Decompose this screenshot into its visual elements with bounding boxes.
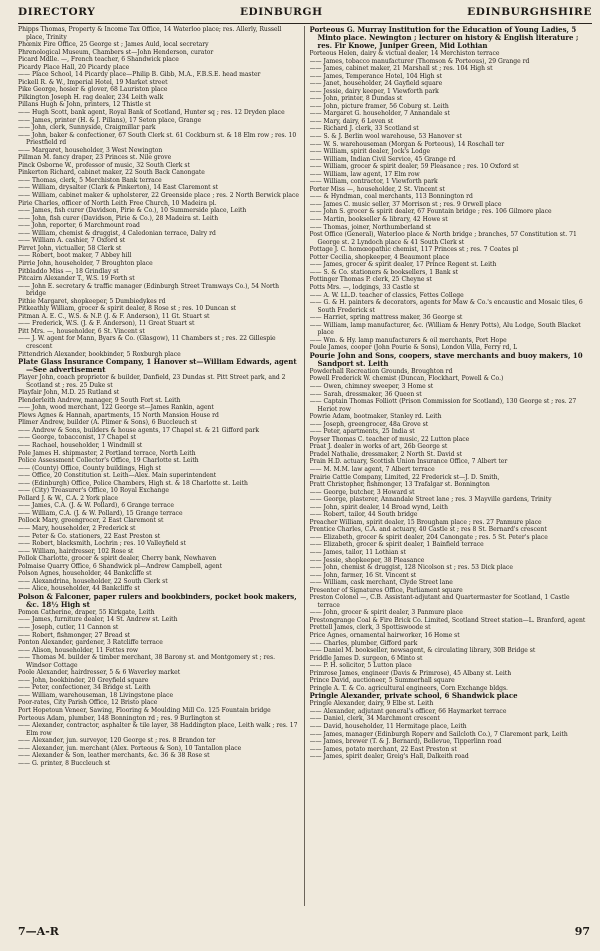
- directory-entry: —— James, grocer & spirit dealer, 17 Prince Regent st. Leith: [309, 261, 497, 269]
- directory-entry: Pratt Christopher, fishmonger, 13 Trafalgar st. Bonnington: [309, 481, 490, 489]
- directory-entry: —— James, C.A. (J. & W. Pollard), 6 Grange terrace: [18, 502, 174, 510]
- directory-entry: Playfair John, M.D. 25 Rutland st: [18, 389, 120, 397]
- directory-entry: —— William, chemist & druggist, 4 Caledonian terrace, Dalry rd: [18, 229, 216, 237]
- directory-entry: Potts Mrs. —, lodgings, 33 Castle st: [309, 283, 420, 291]
- directory-entry: —— Office, 20 Constitution st. Leith—Alex. Main superintendent: [18, 472, 217, 480]
- directory-entry: —— William A. cashier, 7 Oxford st: [18, 237, 126, 245]
- directory-entry: —— Martin, bookseller & library, 42 Howe st: [309, 216, 448, 224]
- directory-entry: —— William, hairdresser, 102 Rose st: [18, 547, 134, 555]
- directory-entry: —— Robert, fishmonger, 27 Bread st: [18, 631, 131, 639]
- directory-entry: —— James, furniture dealer, 14 St. Andrew st. Leith: [18, 616, 178, 624]
- directory-entry: —— John E. secretary & traffic manager (Edinburgh Street Tramways Co.), 54 North bridge: [18, 282, 280, 298]
- directory-entry: —— John, baker & confectioner, 67 South Clerk st. 61 Cockburn st. & 18 Elm row ; res. 10 Priestfield rd: [18, 131, 297, 147]
- directory-entry: —— William, drysalter (Clark & Pinkerton), 14 East Claremont st: [18, 184, 219, 192]
- directory-entry: —— Alexander, jun. merchant (Alex. Porteous & Son), 10 Tantallon place: [18, 744, 242, 752]
- directory-entry: —— William, contractor, 1 Viewforth park: [309, 178, 438, 186]
- directory-entry: Porteous Adam, plumber, 148 Bonnington rd ; res. 9 Burlington st: [18, 714, 221, 722]
- directory-entry: Prentice Charles, C.A. and actuary, 40 Castle st ; res 8 St. Bernard's crescent: [309, 526, 547, 534]
- directory-entry: Plimer Andrew, builder (A. Plimer & Sons), 6 Buccleuch st: [18, 419, 197, 427]
- directory-entry: Pitcairn Alexander T., W.S. 19 Forth st: [18, 275, 135, 283]
- directory-entry: —— George, plasterer, Annandale Street lane ; res. 3 Mayville gardens, Trinity: [309, 496, 552, 504]
- directory-entry: Pradel Nathalie, dressmaker, 2 North St. David st: [309, 450, 463, 458]
- directory-entry: —— William, cabinet maker & upholsterer, 22 Greenside place ; res. 2 North Berwick place: [18, 192, 299, 200]
- directory-entry: —— George, tobacconist, 17 Chapel st: [18, 434, 136, 442]
- directory-entry: Prettell James, clerk, 3 Spottiswoode st: [309, 624, 431, 632]
- directory-entry: —— William, spirit dealer, Jock's Lodge: [309, 148, 431, 156]
- directory-entry: Post Office (General), Waterloo place & North bridge ; branches, 57 Constitution st. 71 George st. 2 Lyndoch place & 41 South Clerk st: [309, 231, 577, 246]
- running-header: [18, 6, 592, 21]
- directory-entry: Pithie Margaret, shopkeeper, 5 Dumbiedykes rd: [18, 297, 166, 305]
- directory-entry: Plate Glass Insurance Company, 1 Hanover st—William Edwards, agent—See advertisement: [18, 358, 297, 375]
- directory-entry: Pourie John and Sons, coopers, stave merchants and buoy makers, 10 Sandport st. Leith: [309, 351, 583, 368]
- directory-entry: Price Agnes, ornamental hairworker, 16 Home st: [309, 632, 460, 640]
- directory-entry: Porter Miss —, householder, 2 St. Vincent st: [309, 185, 445, 193]
- directory-entry: Pirrie John, householder, 7 Broughton place: [18, 259, 153, 267]
- header-left: DIRECTORY: [18, 6, 96, 18]
- directory-entry: Pottage J. C. homœopathic chemist, 117 Princes st ; res. 7 Coates pl: [309, 246, 519, 254]
- directory-entry: —— John, printer, 8 Dundas st: [309, 95, 403, 103]
- directory-entry: Poor-rates, City Parish Office, 12 Bristo place: [18, 699, 158, 707]
- directory-entry: —— Alexander, adjutant general's officer, 66 Haymarket terrace: [309, 707, 507, 715]
- directory-entry: —— John, grocer & spirit dealer, 3 Panmure place: [309, 609, 463, 617]
- directory-entry: —— Andrew & Sons, builders & house agents, 17 Chapel st. & 21 Gifford park: [18, 426, 260, 434]
- directory-entry: Phrenological Museum, Chambers st—John Henderson, curator: [18, 48, 214, 56]
- directory-entry: —— Alexander, contractor, asphalter & tile layer, 38 Haddington place, Leith walk ; res. 17 Elm row: [18, 722, 298, 737]
- directory-entry: —— Hugh Scott, bank agent, Royal Bank of Scotland, Hunter sq ; res. 12 Dryden place: [18, 109, 285, 117]
- directory-entry: —— Thomas M. builder & timber merchant, 38 Barony st. and Montgomery st ; res. Windsor Cottage: [18, 654, 276, 669]
- directory-entry: —— Robert, blacksmith, Lochrin ; res. 10 Valleyfield st: [18, 540, 186, 548]
- directory-entry: Polmaise Quarry Office, 6 Shandwick pl—Andrew Campbell, agent: [18, 562, 223, 570]
- directory-entry: —— John, reporter, 6 Marchmount road: [18, 222, 140, 230]
- directory-entry: —— John, chemist & druggist, 128 Nicolson st ; res. 53 Dick place: [309, 564, 513, 572]
- directory-entry: —— Jessie, shopkeeper, 38 Pleasance: [309, 556, 425, 564]
- directory-entry: —— George, butcher, 3 Howard st: [309, 488, 415, 496]
- left-column: [18, 26, 304, 906]
- directory-entry: —— John, farmer, 16 St. Vincent st: [309, 571, 417, 579]
- directory-entry: —— William, law agent, 17 Elm row: [309, 170, 420, 178]
- directory-entry: Pinkerton Richard, cabinet maker, 22 South Back Canongate: [18, 169, 205, 177]
- directory-entry: Preacher William, spirit dealer, 15 Brougham place ; res. 27 Panmure place: [309, 518, 542, 526]
- directory-entry: Pickell R. & W., Imperial Hotel, 19 Market street: [18, 78, 168, 86]
- directory-entry: Poole Alexander, hairdresser, 5 & 6 Waverley market: [18, 669, 181, 677]
- directory-entry: Plews Agnes & Hannah, apartments, 15 North Mansion House rd: [18, 411, 219, 419]
- directory-entry: —— Alice, householder, 44 Bankcliffe st: [18, 585, 140, 593]
- directory-entry: —— William, lamp manufacturer, &c. (William & Henry Potts), Alu Lodge, South Blacket place: [309, 321, 581, 337]
- directory-entry: Pitbladdo Miss —, 18 Grindlay st: [18, 267, 119, 275]
- directory-entry: —— James, manager (Edinburgh Roperv and Sailcloth Co.), 7 Claremont park, Leith: [309, 730, 568, 738]
- directory-entry: Priddle James D. surgeon, 6 Minto st: [309, 654, 423, 662]
- directory-entry: —— (County) Office, County buildings, High st: [18, 464, 161, 472]
- directory-entry: —— Elizabeth, grocer & spirit dealer, 1 Bainfield terrace: [309, 541, 484, 549]
- directory-entry: —— David, householder, 11 Hermitage place, Leith: [309, 723, 467, 731]
- directory-entry: —— Margaret G. householder, 7 Annandale st: [309, 110, 450, 118]
- directory-entry: —— Alexander & Son, leather merchants, &c. 36 & 38 Rose st: [18, 752, 210, 760]
- directory-entry: —— Elizabeth, grocer & spirit dealer, 204 Canongate ; res. 5 St. Peter's place: [309, 533, 548, 541]
- directory-entry: Plenderleith Andrew, manager, 9 South Fort st. Leith: [18, 396, 181, 404]
- directory-entry: Phipps Thomas, Property & Income Tax Office, 14 Waterloo place; res. Allerly, Russell place, Trinity: [18, 26, 282, 41]
- directory-entry: —— M. M.M. law agent, 7 Albert terrace: [309, 465, 435, 473]
- header-rule: [18, 23, 592, 24]
- directory-entry: —— Daniel M. bookseller, newsagent, & circulating library, 30B Bridge st: [309, 647, 536, 655]
- directory-entry: —— Alexandrina, householder, 22 South Clerk st: [18, 577, 168, 585]
- directory-entry: —— William, cask merchant, Clyde Street lane: [309, 579, 453, 587]
- directory-entry: —— James, fish curer (Davidson, Pirie & Co.), 10 Summerside place, Leith: [18, 207, 247, 215]
- directory-entry: Player John, coach proprietor & builder, Danfield, 23 Dundas st. Pitt Street park, and 2 Scotland st ; res. 25 Duke st: [18, 374, 286, 389]
- directory-entry: Pilkington Joseph H. rag dealer, 234 Leith walk: [18, 93, 164, 101]
- directory-entry: Porteous G. Murray Institution for the Education of Young Ladies, 5 Minto place. Newington ; lecturer on history & English literature ; res. Fir Knowe, Juniper Green, Mid Lothian: [309, 26, 579, 50]
- directory-entry: Prestongrange Coal & Fire Brick Co. Limited, Scotland Street station—L. Branford, agent: [309, 616, 586, 624]
- directory-entry: Powderhall Recreation Grounds, Broughton rd: [309, 367, 453, 375]
- directory-entry: —— John, wood merchant, 122 George st—James Rankin, agent: [18, 404, 214, 412]
- directory-entry: Poule James, cooper (John Pourie & Sons), London Villa, Ferry rd, L: [309, 344, 518, 352]
- page-footer: [18, 925, 590, 938]
- directory-entry: Prairie Cattle Company, Limited, 22 Frederick st—J. D. Smith,: [309, 473, 500, 481]
- directory-entry: Picard Mdlle. —, French teacher, 6 Shandwick place: [18, 56, 179, 64]
- directory-entry: Pollard J. & W., C.A. 2 York place: [18, 494, 118, 502]
- directory-entry: —— (City) Treasurer's Office, 10 Royal Exchange: [18, 487, 169, 495]
- directory-entry: Polson & Falconer, paper rulers and bookbinders, pocket book makers, &c. 18½ High st: [18, 592, 297, 609]
- directory-entry: —— Sarah, dressmaker, 36 Queen st: [309, 390, 422, 398]
- directory-entry: —— Daniel, clerk, 34 Marchmont crescent: [309, 715, 440, 723]
- directory-entry: Police Assessment Collector's Office, 19 Charlotte st. Leith: [18, 457, 199, 465]
- directory-entry: —— James C. music seller, 37 Morrison st ; res. 9 Orwell place: [309, 200, 502, 208]
- directory-entry: —— Thomas, joiner, Northumberland st: [309, 223, 432, 231]
- directory-entry: —— William, warehouseman, 18 Livingstone place: [18, 691, 174, 699]
- directory-entry: Pollock Mary, greengrocer, 2 East Claremont st: [18, 517, 164, 525]
- directory-entry: —— Jessie, dairy keeper, 1 Viewforth park: [309, 87, 439, 95]
- directory-entry: Prince David, auctioneer, 5 Summerhall square: [309, 677, 455, 685]
- directory-entry: —— John, fish curer (Davidson, Pirie & Co.), 28 Madeira st. Leith: [18, 214, 219, 222]
- directory-entry: Porteous Helen, dairy & victual dealer, 14 Merchiston terrace: [309, 50, 500, 57]
- directory-entry: —— Peter, apartments, 25 India st: [309, 428, 415, 436]
- directory-entry: Port Hopetoun Veneer, Sawing, Flooring & Moulding Mill Co. 125 Fountain bridge: [18, 707, 271, 715]
- directory-entry: —— Alison, householder, 11 Fettes row: [18, 646, 139, 654]
- directory-entry: —— Wm. & Hy. lamp manufacturers & oil merchants, Port Hope: [309, 336, 507, 344]
- directory-entry: Pinck Osborne W., professor of music, 32 South Clerk st: [18, 161, 190, 169]
- directory-entry: Pomon Catherine, draper, 55 Kirkgate, Leith: [18, 608, 155, 616]
- directory-entry: —— John, picture framer, 56 Coburg st. Leith: [309, 102, 449, 110]
- directory-entry: —— S. & J. Berlin wool warehouse, 53 Hanover st: [309, 133, 462, 141]
- directory-entry: —— Charles, plumber, Gifford park: [309, 639, 418, 647]
- signature-mark: 7—A-R: [18, 925, 59, 938]
- directory-entry: —— Richard J. clerk, 33 Scotland st: [309, 125, 419, 133]
- directory-entry: Pillman M. fancy draper, 23 Princes st. Nile grove: [18, 154, 172, 162]
- directory-entry: Pike George, hosier & glover, 68 Lauriston place: [18, 86, 168, 94]
- directory-entry: —— Peter & Co. stationers, 22 East Preston st: [18, 532, 161, 540]
- directory-entry: Preston Colonel —, C.B. Assistant-adjutant and Quartermaster for Scotland, 1 Castle terrace: [309, 594, 570, 609]
- directory-entry: —— Janet, householder, 24 Gayfield square: [309, 80, 443, 88]
- directory-entry: —— Joseph, greengrocer, 48a Grove st: [309, 420, 429, 428]
- directory-entry: Powell Frederick W. chemist (Duncan, Flockhart, Powell & Co.): [309, 375, 504, 383]
- directory-entry: Pringle Alexander, dairy, 9 Elbe st. Leith: [309, 700, 434, 708]
- directory-entry: —— James, Temperance Hotel, 104 High st: [309, 72, 442, 80]
- directory-entry: —— Joseph, cutler, 11 Cannon st: [18, 624, 119, 632]
- directory-entry: —— Frederick, W.S. (J. & F. Anderson), 11 Great Stuart st: [18, 320, 195, 328]
- directory-columns: [18, 26, 592, 906]
- directory-entry: —— (Edinburgh) Office, Police Chambers, High st. & 18 Charlotte st. Leith: [18, 479, 248, 487]
- directory-entry: —— Robert, boot maker, 7 Abbey hill: [18, 252, 132, 260]
- directory-entry: —— John, bookbinder, 20 Greyfield square: [18, 676, 149, 684]
- directory-entry: Pirret John, victualler, 58 Clerk st: [18, 244, 122, 252]
- directory-entry: —— Thomas, clerk, 5 Merchiston Bank terrace: [18, 176, 162, 184]
- directory-entry: Presenter of Signatures Office, Parliament square: [309, 586, 463, 594]
- directory-entry: —— James, potato merchant, 22 East Preston st: [309, 745, 457, 753]
- directory-entry: Pottinger Thomas P. clerk, 25 Cheyne st: [309, 276, 432, 284]
- right-column: [304, 26, 593, 906]
- directory-entry: —— Mary, householder, 2 Frederick st: [18, 525, 136, 532]
- directory-entry: Praat J. dealer in works of art, 26b George st: [309, 443, 448, 451]
- directory-entry: —— Peter, confectioner, 34 Bridge st. Leith: [18, 684, 151, 692]
- directory-entry: Pitman A. E. C., W.S. & N.P. (J. & F. Anderson), 11 Gt. Stuart st: [18, 312, 210, 320]
- directory-entry: Pringle A. T. & Co. agricultural engineers, Corn Exchange bldgs.: [309, 684, 508, 692]
- directory-entry: —— James, spirit dealer, Greig's Hall, Dalkeith road: [309, 753, 469, 761]
- directory-entry: Powrie Adam, bootmaker, Stanley rd. Leith: [309, 413, 442, 421]
- directory-entry: —— Harriet, spring mattress maker, 36 George st: [309, 314, 463, 322]
- directory-entry: —— William, Indian Civil Service, 45 Grange rd: [309, 155, 456, 163]
- directory-entry: —— James, cabinet maker, 21 Marshall st ; res. 104 High st: [309, 65, 493, 73]
- directory-entry: Pringle Alexander, private school, 6 Shandwick place: [309, 692, 518, 701]
- directory-entry: —— J. W. agent for Mann, Byars & Co. (Glasgow), 11 Chambers st ; res. 22 Gillespie crescent: [18, 335, 276, 350]
- directory-entry: Pole James H. shipmaster, 2 Portland terrace, North Leith: [18, 449, 196, 457]
- directory-entry: —— S. & Co. stationers & booksellers, 1 Bank st: [309, 268, 459, 276]
- directory-entry: —— James, printer (H. & J. Pillans), 17 Seton place, Grange: [18, 116, 202, 124]
- directory-entry: Poyser Thomas C. teacher of music, 22 Lutton place: [309, 435, 470, 443]
- directory-entry: Potter Cecilia, shopkeeper, 4 Beaumont place: [309, 253, 450, 261]
- directory-entry: —— G. & H. painters & decorators, agents for Maw & Co.'s encaustic and Mosaic tiles, 6 South Frederick st: [309, 299, 583, 314]
- directory-entry: —— A. W. LL.D. teacher of classics, Fettes College: [309, 291, 464, 299]
- directory-entry: Picardy Place Hall, 20 Picardy place: [18, 63, 130, 71]
- directory-entry: —— Rachael, householder, 1 Windmill st: [18, 441, 143, 449]
- directory-entry: Pirie Charles, officer of North Leith Free Church, 10 Madeira pl.: [18, 199, 217, 207]
- directory-entry: —— Robert, tailor, 44 South bridge: [309, 511, 418, 519]
- directory-entry: —— John, spirit dealer, 14 Broad wynd, Leith: [309, 503, 448, 511]
- directory-entry: —— Margaret, householder, 3 West Newington: [18, 146, 163, 154]
- directory-entry: —— William, C.A. (J. & W. Pollard), 15 Grange terrace: [18, 509, 183, 517]
- directory-entry: Prain H.D. actuary, Scottish Union Insurance Office, 7 Albert ter: [309, 458, 508, 466]
- directory-entry: —— G. printer, 8 Buccleuch st: [18, 759, 111, 767]
- directory-entry: —— P. H. solicitor, 5 Lutton place: [309, 662, 412, 670]
- directory-entry: Pitt Mrs. —, householder, 6 St. Vincent st: [18, 327, 145, 335]
- directory-entry: Pitkeathly William, grocer & spirit dealer, 8 Rose st ; res. 10 Duncan st: [18, 305, 237, 313]
- directory-entry: Pittendrich Alexander, bookbinder, 5 Roxburgh place: [18, 350, 181, 358]
- directory-entry: Polson Agnes, householder, 44 Bankcliffe st: [18, 570, 152, 578]
- directory-entry: —— John S. grocer & spirit dealer, 67 Fountain bridge ; res. 106 Gilmore place: [309, 208, 552, 216]
- directory-entry: —— John, clerk, Sunnyside, Craigmillar park: [18, 124, 156, 132]
- directory-entry: —— Captain Thomas Folliott (Prison Commission for Scotland), 130 George st ; res. 27 Heriot row: [309, 398, 577, 413]
- directory-entry: —— & Hyndman, coal merchants, 113 Bonnington rd: [309, 193, 473, 201]
- directory-entry: —— James, tobacco manufacturer (Thomson & Porteous), 29 Grange rd: [309, 57, 530, 65]
- header-right: EDINBURGHSHIRE: [467, 6, 592, 18]
- directory-entry: —— Place School, 14 Picardy place—Philip B. Gibb, M.A., F.B.S.E. head master: [18, 71, 261, 79]
- directory-entry: —— Mary, dairy, 6 Leven st: [309, 117, 394, 125]
- directory-entry: —— Alexander, jun. surveyor, 120 George st ; res. 8 Brandon ter: [18, 737, 216, 745]
- directory-entry: —— Owen, chimney sweeper, 3 Home st: [309, 382, 434, 390]
- directory-entry: —— James, tailor, 11 Lothian st: [309, 549, 406, 556]
- page-number: 97: [574, 925, 590, 938]
- directory-entry: —— W. S. warehouseman (Morgan & Porteous), 14 Roschall ter: [309, 140, 505, 148]
- header-center: EDINBURGH: [239, 6, 323, 18]
- directory-entry: Primrose James, engineer (Davis & Primrose), 45 Albany st. Leith: [309, 669, 512, 677]
- directory-entry: —— William, grocer & spirit dealer, 59 Pleasance ; res. 10 Oxford st: [309, 163, 519, 171]
- directory-entry: Pollok Charlotte, grocer & spirit dealer, Cherry bank, Newhaven: [18, 555, 217, 563]
- directory-entry: Pillans Hugh & John, printers, 12 Thistle st: [18, 101, 151, 109]
- directory-entry: —— James, brewer (T. & J. Bernard), Bellevue, Tipperlinn road: [309, 738, 502, 746]
- directory-entry: Phœnix Fire Office, 25 George st ; James Auld, local secretary: [18, 41, 209, 49]
- directory-entry: Ponton Alexander, gardener, 3 Ratcliffe terrace: [18, 639, 163, 647]
